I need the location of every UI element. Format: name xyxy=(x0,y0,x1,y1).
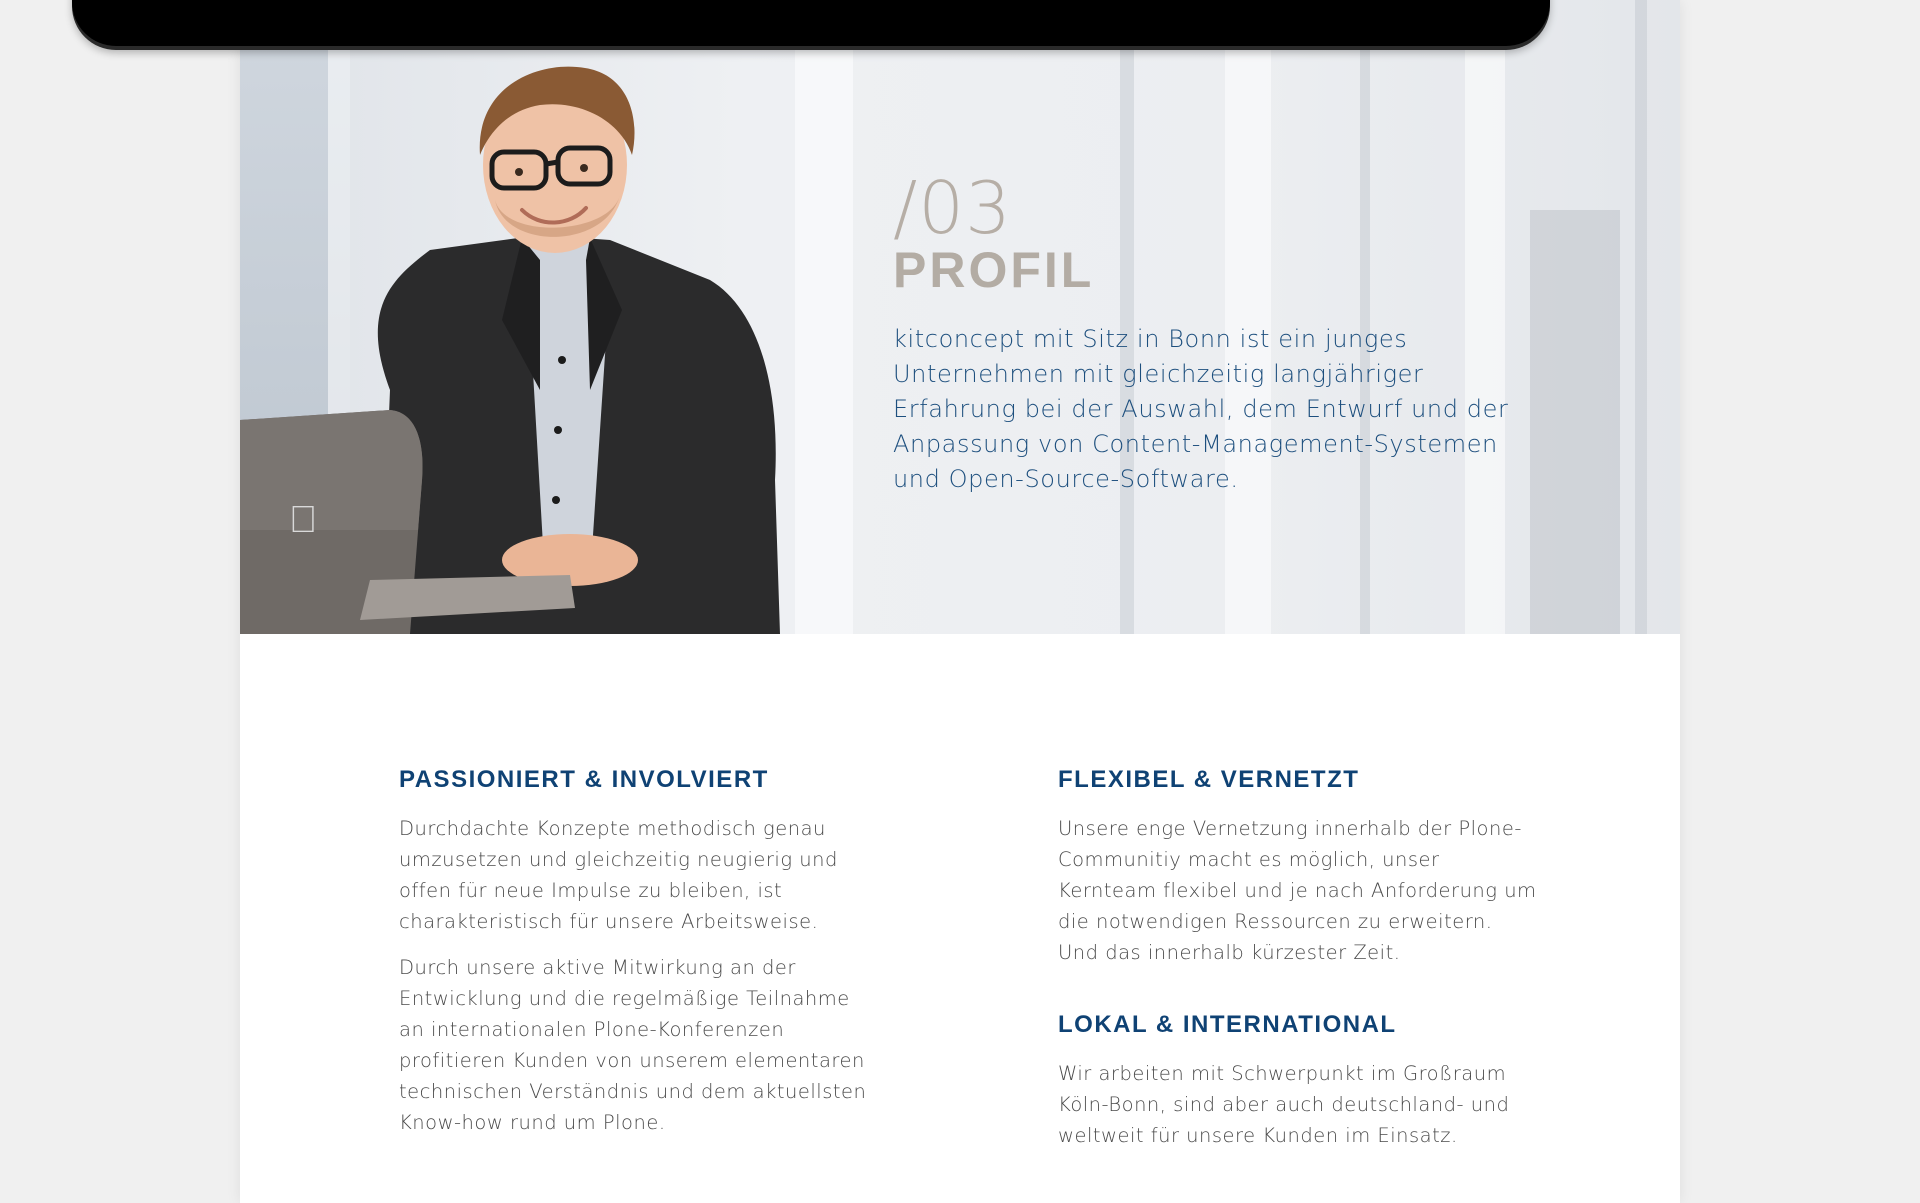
section-number: /03 xyxy=(893,166,1012,250)
apple-logo-icon xyxy=(286,500,320,540)
window-frame xyxy=(1635,0,1647,634)
feature-text-passioniert-2: Durch unsere aktive Mitwirkung an der Entwicklung und die regelmäßige Teilnahme an internationalen Plone-Konferenzen profitieren Kunden von unserem elementaren technischen Verständnis und dem aktuellsten Know-how rund um Plone. xyxy=(399,956,867,1134)
page xyxy=(240,0,1680,1203)
hero-text xyxy=(893,168,1533,497)
hero-section xyxy=(240,0,1680,634)
window-building xyxy=(1530,210,1620,634)
intro-text: kitconcept mit Sitz in Bonn ist ein junges Unternehmen mit gleichzeitig langjähriger Erfahrung bei der Auswahl, dem Entwurf und der Anpassung von Content-Management-Systemen und Open-Source-Software. xyxy=(893,325,1509,493)
person-photo xyxy=(240,60,800,634)
window-frame xyxy=(795,0,853,634)
feature-column-right xyxy=(1058,765,1538,1151)
device-bezel xyxy=(72,0,1550,46)
section-title: PROFIL xyxy=(893,242,1095,298)
feature-text-flexibel: Unsere enge Vernetzung innerhalb der Plone-Communitiy macht es möglich, unser Kernteam flexibel und je nach Anforderung um die notwendigen Ressourcen zu erweitern. Und das innerhalb kürzester Zeit. xyxy=(1058,817,1537,964)
feature-column-left xyxy=(399,765,879,1138)
feature-text-lokal: Wir arbeiten mit Schwerpunkt im Großraum Köln-Bonn, sind aber auch deutschland- und weltweit für unsere Kunden im Einsatz. xyxy=(1058,1062,1510,1147)
feature-title-passioniert: PASSIONIERT & INVOLVIERT xyxy=(399,766,769,793)
feature-title-lokal: LOKAL & INTERNATIONAL xyxy=(1058,1011,1397,1038)
feature-text-passioniert-1: Durchdachte Konzepte methodisch genau umzusetzen und gleichzeitig neugierig und offen für neue Impulse zu bleiben, ist charakteristisch für unsere Arbeitsweise. xyxy=(399,817,838,933)
feature-title-flexibel: FLEXIBEL & VERNETZT xyxy=(1058,766,1360,793)
